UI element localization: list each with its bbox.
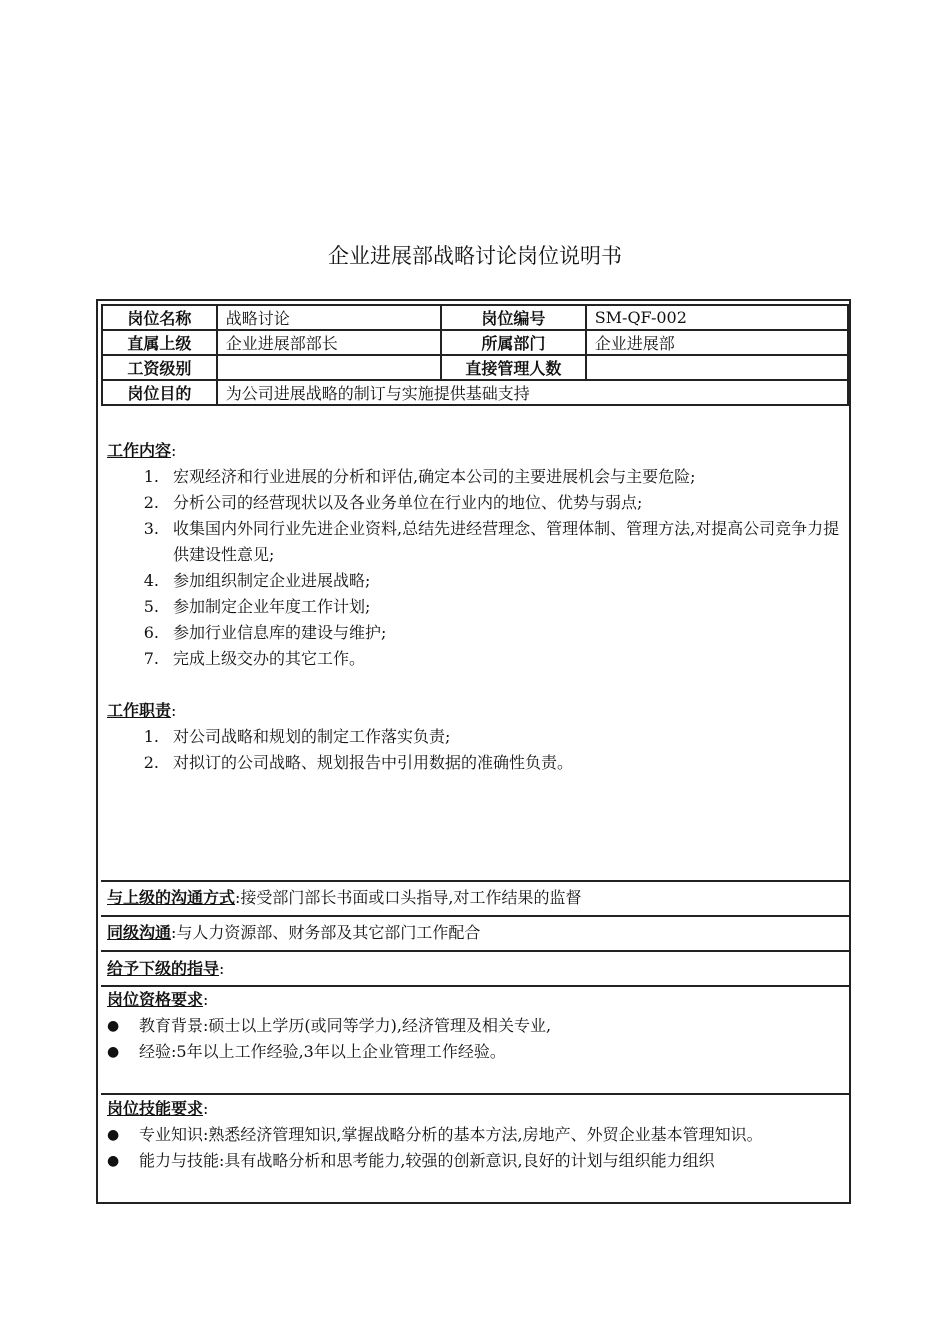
label-position-name: 岗位名称 xyxy=(102,305,217,330)
item-number: 6. xyxy=(143,623,159,642)
work-content-heading: 工作内容 xyxy=(107,441,172,460)
peer-communication-heading: 同级沟通 xyxy=(107,923,172,942)
item-number: 5. xyxy=(143,597,159,616)
item-text: 参加组织制定企业进展战略; xyxy=(173,571,371,590)
bullet-icon: ● xyxy=(107,1127,120,1143)
divider xyxy=(101,915,849,917)
work-duty-section xyxy=(101,698,849,776)
value-position-code: SM-QF-002 xyxy=(586,305,848,330)
subordinate-guidance xyxy=(101,956,849,982)
skill-heading: 岗位技能要求 xyxy=(107,1099,204,1118)
subordinate-guidance-text: : xyxy=(219,959,225,978)
label-position-code: 岗位编号 xyxy=(441,305,586,330)
value-department: 企业进展部 xyxy=(586,330,848,355)
item-text: 对拟订的公司战略、规划报告中引用数据的准确性负责。 xyxy=(173,753,574,772)
list-item xyxy=(101,568,849,594)
item-text: 分析公司的经营现状以及各业务单位在行业内的地位、优势与弱点; xyxy=(173,493,643,512)
label-salary-grade: 工资级别 xyxy=(102,355,217,380)
item-number: 2. xyxy=(143,753,159,772)
item-text: 参加行业信息库的建设与维护; xyxy=(173,623,387,642)
label-department: 所属部门 xyxy=(441,330,586,355)
item-text: 参加制定企业年度工作计划; xyxy=(173,597,371,616)
value-position-purpose: 为公司进展战略的制订与实施提供基础支持 xyxy=(217,380,848,405)
list-item xyxy=(101,750,849,776)
heading-colon: : xyxy=(203,990,209,1009)
page-title: 企业进展部战略讨论岗位说明书 xyxy=(328,244,622,268)
bullet-icon: ● xyxy=(107,1153,120,1169)
table-row xyxy=(102,355,848,380)
table-row xyxy=(102,380,848,405)
item-text: 专业知识:熟悉经济管理知识,掌握战略分析的基本方法,房地产、外贸企业基本管理知识。 xyxy=(139,1125,763,1144)
list-item xyxy=(101,516,849,568)
label-direct-reports: 直接管理人数 xyxy=(441,355,586,380)
item-number: 7. xyxy=(143,649,159,668)
heading-colon: : xyxy=(171,441,177,460)
subordinate-guidance-heading: 给予下级的指导 xyxy=(107,959,220,978)
table-row xyxy=(102,330,848,355)
value-salary-grade xyxy=(217,355,441,380)
divider xyxy=(101,1093,849,1095)
work-duty-heading: 工作职责 xyxy=(107,701,172,720)
divider xyxy=(101,950,849,952)
value-position-name: 战略讨论 xyxy=(217,305,441,330)
list-item xyxy=(101,724,849,750)
skill-section xyxy=(101,1096,849,1174)
item-number: 3. xyxy=(143,519,159,538)
qualification-section xyxy=(101,987,849,1065)
item-text: 经验:5年以上工作经验,3年以上企业管理工作经验。 xyxy=(139,1042,506,1061)
table-row xyxy=(102,305,848,330)
upward-communication-text: :接受部门部长书面或口头指导,对工作结果的监督 xyxy=(235,888,582,907)
list-item xyxy=(101,1013,849,1039)
item-number: 1. xyxy=(143,727,159,746)
peer-communication-text: :与人力资源部、财务部及其它部门工作配合 xyxy=(171,923,481,942)
list-item xyxy=(101,646,849,672)
label-position-purpose: 岗位目的 xyxy=(102,380,217,405)
qualification-heading: 岗位资格要求 xyxy=(107,990,204,1009)
list-item xyxy=(101,464,849,490)
upward-communication-heading: 与上级的沟通方式 xyxy=(107,888,236,907)
heading-colon: : xyxy=(203,1099,209,1118)
bullet-icon: ● xyxy=(107,1044,120,1060)
item-text: 能力与技能:具有战略分析和思考能力,较强的创新意识,良好的计划与组织能力组织 xyxy=(139,1151,715,1170)
basic-info-table xyxy=(101,304,849,406)
list-item xyxy=(101,620,849,646)
item-text: 教育背景:硕士以上学历(或同等学力),经济管理及相关专业, xyxy=(139,1016,552,1035)
work-content-section xyxy=(101,438,849,672)
peer-communication xyxy=(101,920,849,946)
value-supervisor: 企业进展部部长 xyxy=(217,330,441,355)
list-item xyxy=(101,594,849,620)
item-text: 收集国内外同行业先进企业资料,总结先进经营理念、管理体制、管理方法,对提高公司竞争力提供建设性意见; xyxy=(173,519,840,564)
item-number: 4. xyxy=(143,571,159,590)
item-text: 宏观经济和行业进展的分析和评估,确定本公司的主要进展机会与主要危险; xyxy=(173,467,696,486)
bullet-icon: ● xyxy=(107,1018,120,1034)
heading-colon: : xyxy=(171,701,177,720)
item-number: 1. xyxy=(143,467,159,486)
list-item xyxy=(101,1122,849,1148)
value-direct-reports xyxy=(586,355,848,380)
item-text: 对公司战略和规划的制定工作落实负责; xyxy=(173,727,451,746)
list-item xyxy=(101,490,849,516)
list-item xyxy=(101,1148,849,1174)
item-number: 2. xyxy=(143,493,159,512)
item-text: 完成上级交办的其它工作。 xyxy=(173,649,366,668)
label-supervisor: 直属上级 xyxy=(102,330,217,355)
list-item xyxy=(101,1039,849,1065)
divider xyxy=(101,880,849,882)
upward-communication xyxy=(101,885,849,911)
